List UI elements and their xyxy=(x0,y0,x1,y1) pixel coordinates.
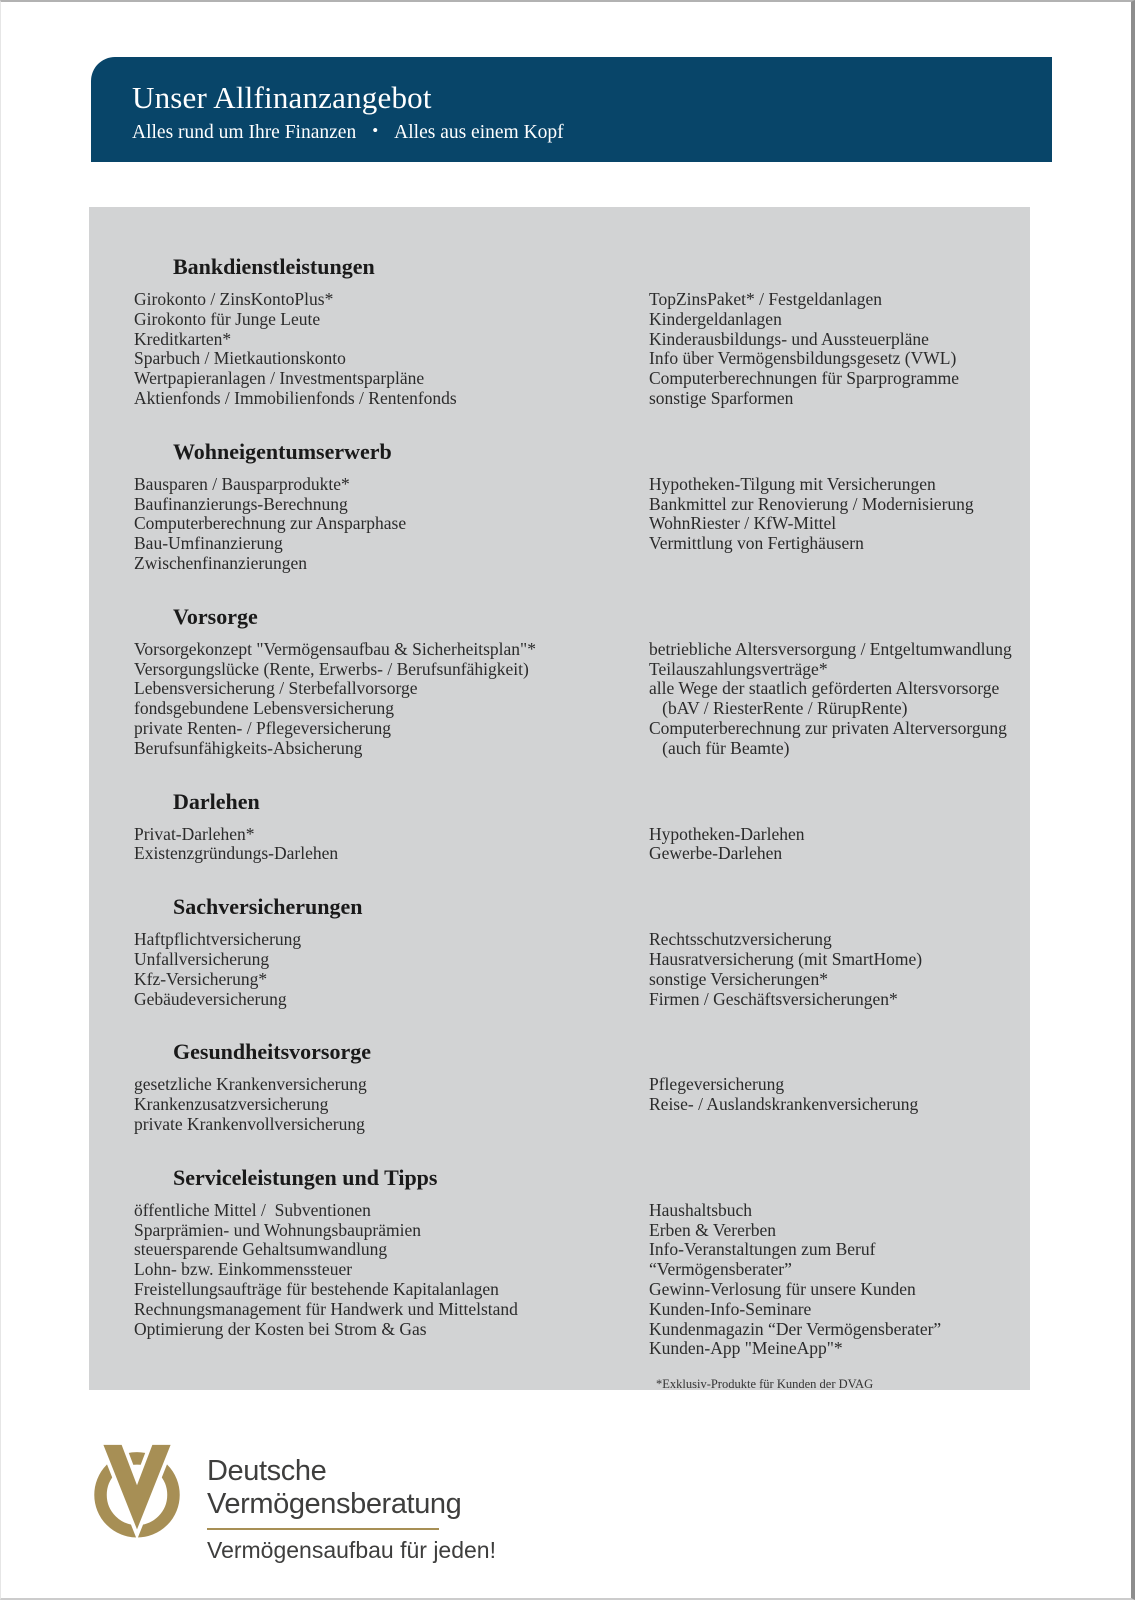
service-item: Sparbuch / Mietkautionskonto xyxy=(134,348,346,369)
header-subtitle-right: Alles aus einem Kopf xyxy=(394,122,564,143)
service-item: gesetzliche Krankenversicherung xyxy=(134,1074,367,1095)
service-section xyxy=(134,894,1012,1009)
section-items-right xyxy=(649,1201,1012,1359)
service-item: Baufinanzierungs-Berechnung xyxy=(134,493,348,514)
service-item: steuersparende Gehaltsumwandlung xyxy=(134,1239,388,1260)
service-item: Kunden-App "MeineApp"* xyxy=(649,1338,843,1359)
service-item: Rechnungsmanagement für Handwerk und Mittelstand xyxy=(134,1298,518,1319)
page-title: Unser Allfinanzangebot xyxy=(132,80,432,115)
service-item: fondsgebundene Lebensversicherung xyxy=(134,698,394,719)
section-items-left xyxy=(134,290,649,409)
service-item: Teilauszahlungsverträge* xyxy=(649,658,828,679)
service-item: Bau-Umfinanzierung xyxy=(134,533,283,554)
service-item: Zwischenfinanzierungen xyxy=(134,552,307,573)
service-item: Unfallversicherung xyxy=(134,948,270,969)
service-item: Lohn- bzw. Einkommenssteuer xyxy=(134,1259,353,1280)
service-item: Hypotheken-Tilgung mit Versicherungen xyxy=(649,473,936,494)
section-columns xyxy=(134,825,1012,865)
section-title: Serviceleistungen und Tipps xyxy=(173,1164,438,1190)
header-subtitle xyxy=(132,121,1052,144)
service-section xyxy=(134,1165,1012,1359)
header-banner xyxy=(91,57,1052,162)
service-item: private Renten- / Pflegeversicherung xyxy=(134,717,392,738)
service-item: Gebäudeversicherung xyxy=(134,988,287,1009)
service-item: Kundenmagazin “Der Vermögensberater” xyxy=(649,1318,942,1339)
service-item: sonstige Versicherungen* xyxy=(649,968,829,989)
service-item: Haushaltsbuch xyxy=(649,1199,753,1220)
service-item: Computerberechnungen für Sparprogramme xyxy=(649,368,960,389)
section-items-left xyxy=(134,475,649,574)
service-item: private Krankenvollversicherung xyxy=(134,1113,365,1134)
service-item: Info-Veranstaltungen zum Beruf “Vermögensberater” xyxy=(649,1239,880,1280)
service-item: Bankmittel zur Renovierung / Modernisierung xyxy=(649,493,974,514)
section-title: Gesundheitsvorsorge xyxy=(173,1039,371,1065)
service-item: Optimierung der Kosten bei Strom & Gas xyxy=(134,1318,427,1339)
service-item: Gewerbe-Darlehen xyxy=(649,843,783,864)
service-section xyxy=(134,439,1012,574)
service-item: Kinderausbildungs- und Aussteuerpläne xyxy=(649,328,929,349)
section-columns xyxy=(134,1201,1012,1359)
logo-text-block xyxy=(207,1443,496,1564)
logo-slogan: Vermögensaufbau für jeden! xyxy=(207,1537,496,1563)
service-item: Info über Vermögensbildungsgesetz (VWL) xyxy=(649,348,957,369)
service-item: Girokonto / ZinsKontoPlus* xyxy=(134,289,334,309)
logo-footer xyxy=(89,1443,496,1564)
header-subtitle-left: Alles rund um Ihre Finanzen xyxy=(132,122,357,143)
logo-name-line1: Deutsche xyxy=(207,1455,327,1487)
section-items-right xyxy=(649,825,1012,865)
service-item: Hausratversicherung (mit SmartHome) xyxy=(649,948,923,969)
service-section xyxy=(134,254,1012,409)
service-item: Freistellungsaufträge für bestehende Kapitalanlagen xyxy=(134,1278,499,1299)
section-items-right xyxy=(649,930,1012,1009)
bullet-separator: • xyxy=(372,121,379,140)
service-item: Aktienfonds / Immobilienfonds / Rentenfonds xyxy=(134,387,457,408)
service-item: Kfz-Versicherung* xyxy=(134,968,268,989)
section-items-right xyxy=(649,1075,1012,1134)
service-item: Wertpapieranlagen / Investmentsparpläne xyxy=(134,368,425,389)
service-item: TopZinsPaket* / Festgeldanlagen xyxy=(649,289,883,309)
service-item: Vermittlung von Fertighäusern xyxy=(649,533,864,554)
section-items-left xyxy=(134,930,649,1009)
service-item: Computerberechnung zur privaten Alterversorgung xyxy=(649,717,1007,738)
service-item: Berufsunfähigkeits-Absicherung xyxy=(134,737,363,758)
service-item: Gewinn-Verlosung für unsere Kunden xyxy=(649,1278,916,1299)
section-items-right xyxy=(649,475,1012,574)
service-item: Pflegeversicherung xyxy=(649,1074,785,1095)
section-items-left xyxy=(134,1201,649,1359)
service-item: Bausparen / Bausparprodukte* xyxy=(134,473,350,494)
service-item: Hypotheken-Darlehen xyxy=(649,823,805,844)
service-item: Rechtsschutzversicherung xyxy=(649,929,832,950)
section-columns xyxy=(134,640,1012,759)
section-title: Wohneigentumserwerb xyxy=(173,438,392,464)
service-item: sonstige Sparformen xyxy=(649,387,794,408)
service-section xyxy=(134,604,1012,759)
section-list xyxy=(134,254,1012,1359)
section-columns xyxy=(134,290,1012,409)
service-item: WohnRiester / KfW-Mittel xyxy=(649,513,837,534)
section-items-right xyxy=(649,290,1012,409)
service-item: Erben & Vererben xyxy=(649,1219,776,1240)
section-title: Bankdienstleistungen xyxy=(173,254,375,279)
section-title: Sachversicherungen xyxy=(173,894,363,920)
service-item: Lebensversicherung / Sterbefallvorsorge xyxy=(134,678,418,699)
service-item: öffentliche Mittel / Subventionen xyxy=(134,1199,371,1220)
service-item: (bAV / RiesterRente / RürupRente) xyxy=(649,698,908,719)
logo-divider xyxy=(207,1528,439,1530)
footnote: *Exklusiv-Produkte für Kunden der DVAG xyxy=(656,1377,874,1392)
service-item: Haftpflichtversicherung xyxy=(134,929,302,950)
service-section xyxy=(134,789,1012,865)
section-title: Darlehen xyxy=(173,788,260,814)
service-item: Privat-Darlehen* xyxy=(134,823,255,844)
service-section xyxy=(134,1039,1012,1134)
service-item: alle Wege der staatlich geförderten Altersvorsorge xyxy=(649,678,1000,699)
dvag-logo-icon xyxy=(89,1443,185,1564)
section-items-right xyxy=(649,640,1012,759)
service-item: Reise- / Auslandskrankenversicherung xyxy=(649,1094,919,1115)
section-columns xyxy=(134,1075,1012,1134)
service-item: Firmen / Geschäftsversicherungen* xyxy=(649,988,898,1009)
service-item: Krankenzusatzversicherung xyxy=(134,1094,329,1115)
content-panel xyxy=(89,207,1030,1390)
service-item: (auch für Beamte) xyxy=(649,737,790,758)
service-item: betriebliche Altersversorgung / Entgeltumwandlung xyxy=(649,638,1012,659)
service-item: Vorsorgekonzept "Vermögensaufbau & Sicherheitsplan"* xyxy=(134,638,536,659)
section-columns xyxy=(134,475,1012,574)
logo-name-line2: Vermögensberatung xyxy=(207,1488,462,1520)
service-item: Kreditkarten* xyxy=(134,328,232,349)
service-item: Computerberechnung zur Ansparphase xyxy=(134,513,407,534)
service-item: Sparprämien- und Wohnungsbauprämien xyxy=(134,1219,421,1240)
section-items-left xyxy=(134,640,649,759)
section-items-left xyxy=(134,1075,649,1134)
service-item: Kindergeldanlagen xyxy=(649,308,782,329)
service-item: Kunden-Info-Seminare xyxy=(649,1298,812,1319)
section-items-left xyxy=(134,825,649,865)
service-item: Versorgungslücke (Rente, Erwerbs- / Berufsunfähigkeit) xyxy=(134,658,529,679)
service-item: Existenzgründungs-Darlehen xyxy=(134,843,339,864)
service-item: Girokonto für Junge Leute xyxy=(134,308,321,329)
section-title: Vorsorge xyxy=(173,603,258,629)
section-columns xyxy=(134,930,1012,1009)
